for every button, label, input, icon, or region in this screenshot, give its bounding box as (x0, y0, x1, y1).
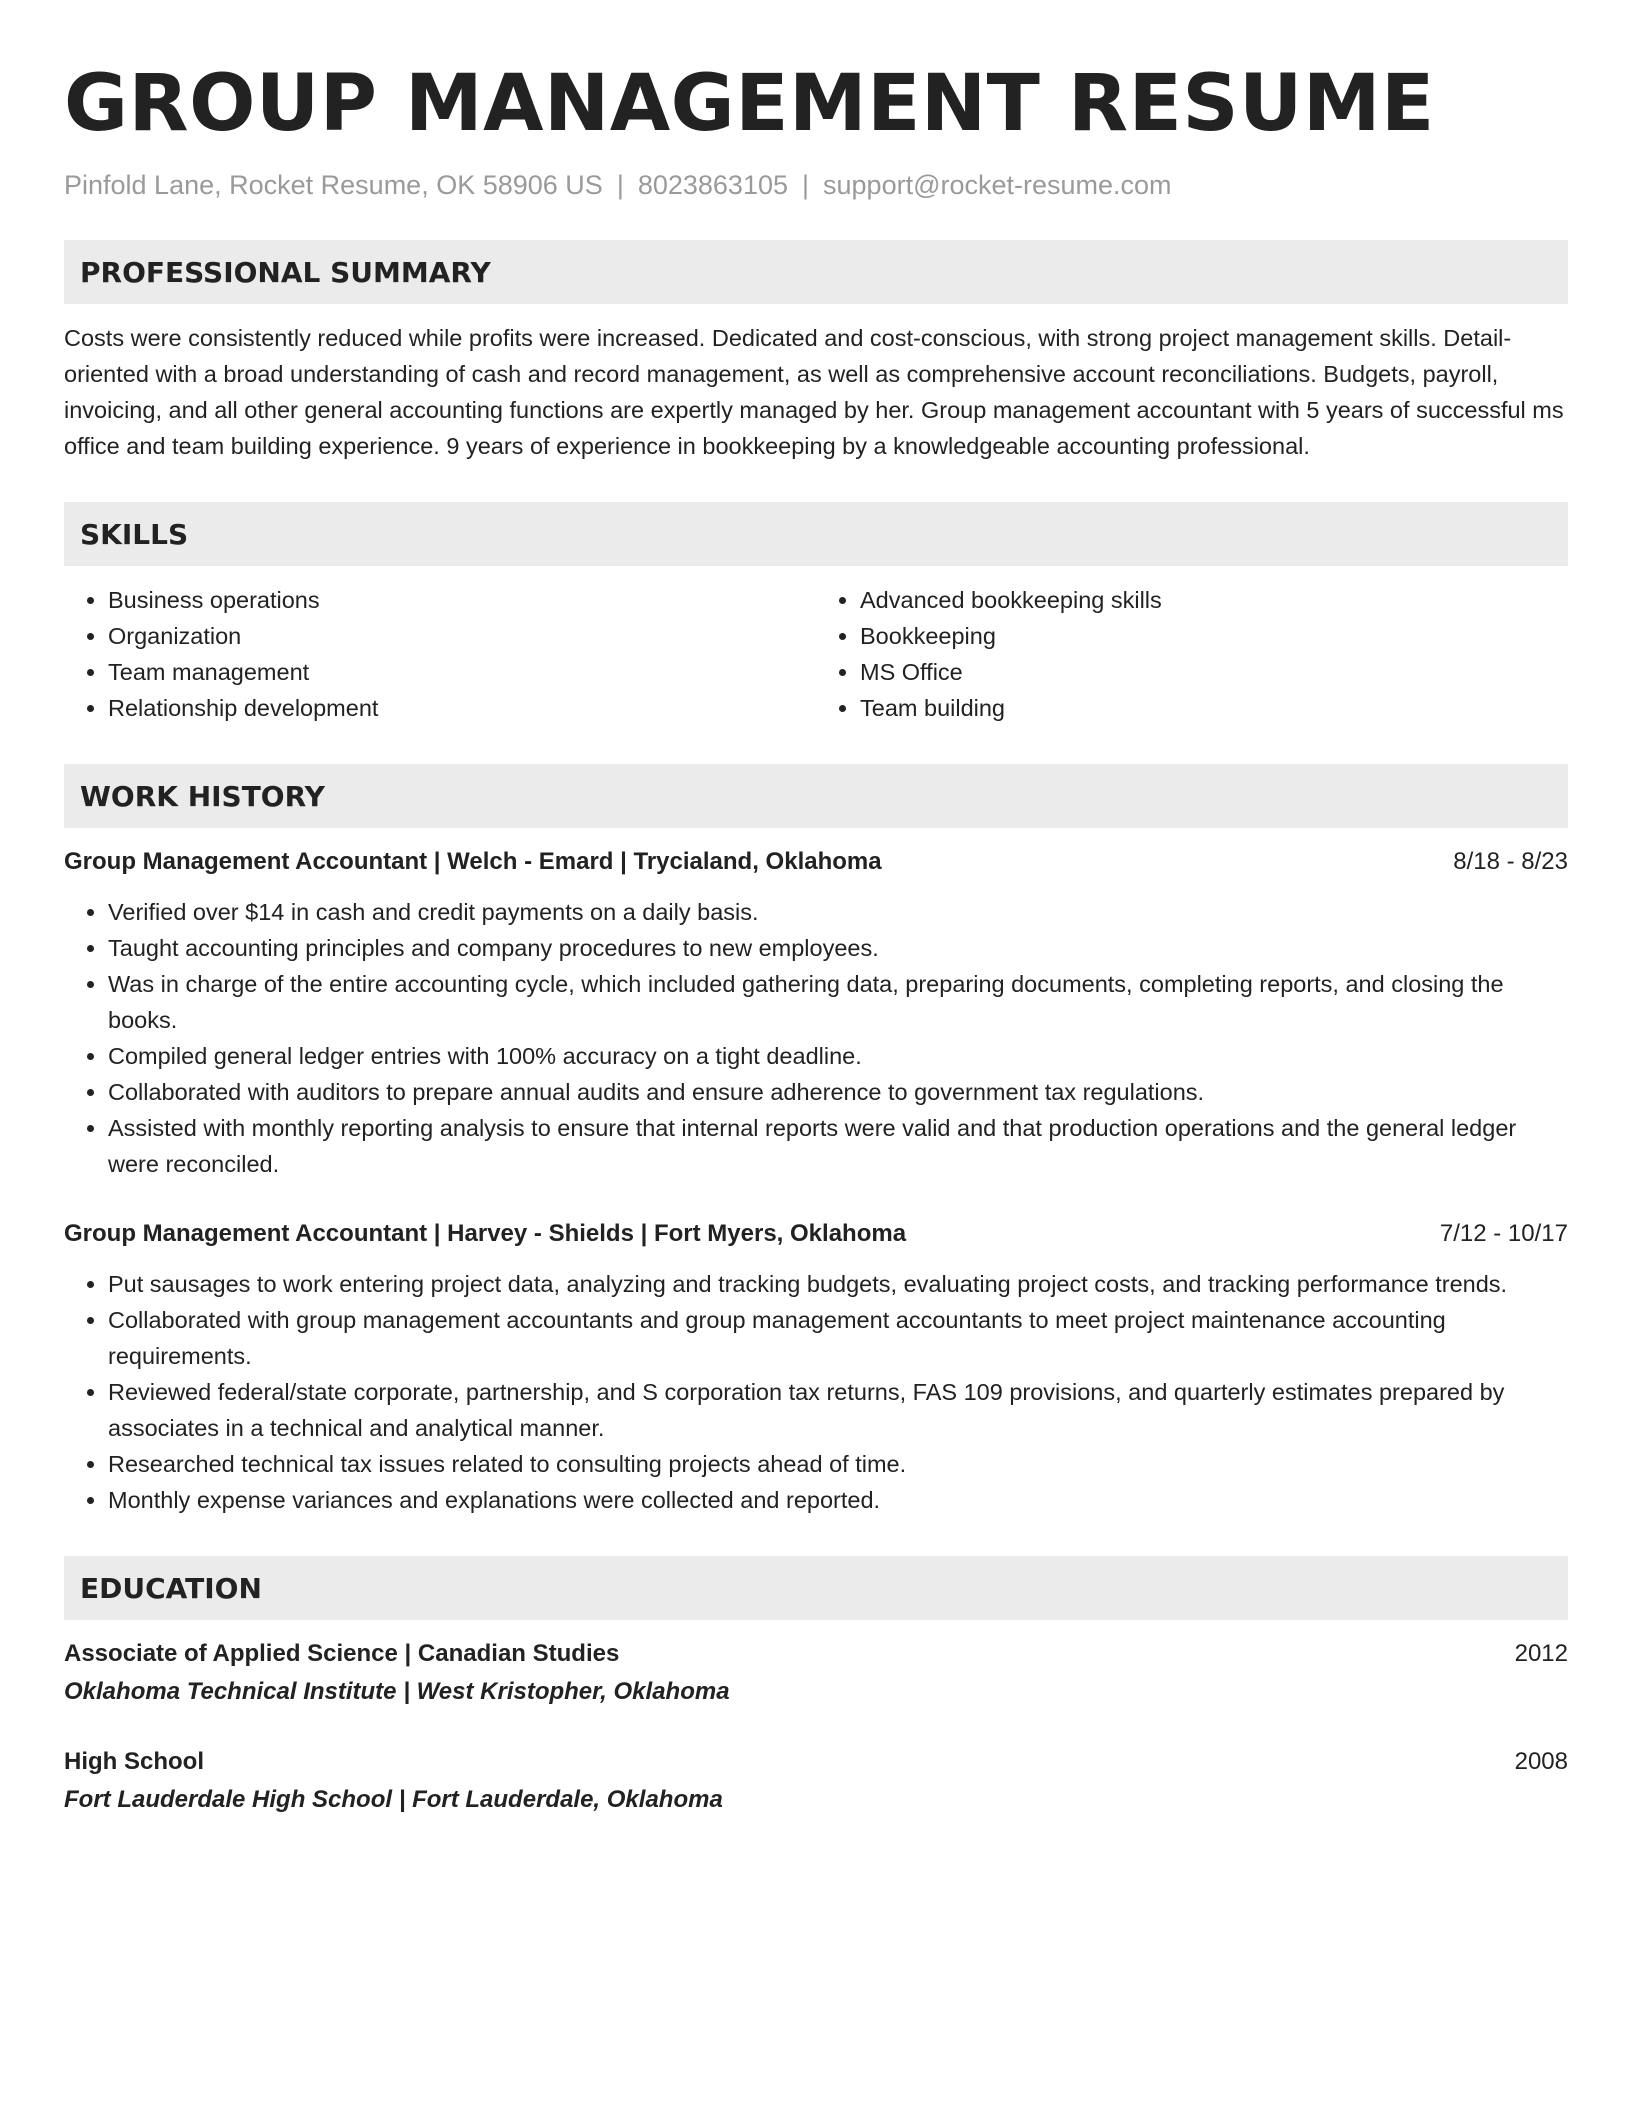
job-header (64, 1216, 1568, 1252)
job-entry (64, 844, 1568, 1182)
contact-email: support@rocket-resume.com (823, 170, 1172, 200)
education-degree: Associate of Applied Science | Canadian Studies (64, 1640, 620, 1667)
job-bullet: • Put sausages to work entering project data, analyzing and tracking budgets, evaluating project costs, and tracking performance trends. (108, 1266, 1568, 1302)
education-entry (64, 1744, 1568, 1818)
skill-item: • Organization (108, 618, 816, 654)
job-bullet: • Monthly expense variances and explanations were collected and reported. (108, 1482, 1568, 1518)
job-bullets (64, 894, 1568, 1182)
skills-list (64, 582, 1568, 726)
summary-text: Costs were consistently reduced while profits were increased. Dedicated and cost-conscious, with strong project management skills. Detail-oriented with a broad understanding of cash and record management, as well as comprehensive account reconciliations. Budgets, payroll, invoicing, and all other general accounting functions are expertly managed by her. Group management accountant with 5 years of successful ms office and team building experience. 9 years of experience in bookkeeping by a knowledgeable accounting professional. (64, 325, 1564, 459)
job-bullet: • Assisted with monthly reporting analysis to ensure that internal reports were valid and that production operations and the general ledger were reconciled. (108, 1110, 1568, 1182)
skills-column-left (64, 582, 816, 726)
education-year: 2008 (1514, 1748, 1568, 1775)
skills-column-right (816, 582, 1568, 726)
skill-item: • Advanced bookkeeping skills (860, 582, 1568, 618)
section-header-work-history: WORK HISTORY (64, 764, 1568, 828)
job-bullet: • Verified over $14 in cash and credit payments on a daily basis. (108, 894, 1568, 930)
contact-address: Pinfold Lane, Rocket Resume, OK 58906 US (64, 170, 603, 200)
contact-separator: | (802, 170, 810, 200)
job-bullet: • Compiled general ledger entries with 100% accuracy on a tight deadline. (108, 1038, 1568, 1074)
section-header-skills: SKILLS (64, 502, 1568, 566)
skill-item: • Team building (860, 690, 1568, 726)
section-header-education: EDUCATION (64, 1556, 1568, 1620)
education-entry (64, 1636, 1568, 1710)
job-bullet: • Was in charge of the entire accounting cycle, which included gathering data, preparing documents, completing reports, and closing the books. (108, 966, 1568, 1038)
education-header (64, 1744, 1568, 1780)
education-year: 2012 (1514, 1640, 1568, 1667)
section-header-summary: PROFESSIONAL SUMMARY (64, 240, 1568, 304)
skill-item: • Business operations (108, 582, 816, 618)
job-header (64, 844, 1568, 880)
resume-title: GROUP MANAGEMENT RESUME (64, 59, 1435, 149)
job-bullet: • Taught accounting principles and company procedures to new employees. (108, 930, 1568, 966)
skill-item: • Team management (108, 654, 816, 690)
skill-item: • MS Office (860, 654, 1568, 690)
education-school: Fort Lauderdale High School | Fort Lauderdale, Oklahoma (64, 1786, 723, 1813)
education-header (64, 1636, 1568, 1672)
job-title: Group Management Accountant | Welch - Emard | Trycialand, Oklahoma (64, 848, 882, 875)
job-bullets (64, 1266, 1568, 1518)
job-dates: 8/18 - 8/23 (1453, 848, 1568, 875)
contact-separator: | (616, 170, 624, 200)
skill-item: • Relationship development (108, 690, 816, 726)
skill-item: • Bookkeeping (860, 618, 1568, 654)
resume-page (64, 56, 1568, 1818)
contact-line (64, 168, 1568, 202)
job-dates: 7/12 - 10/17 (1439, 1220, 1568, 1247)
contact-phone: 8023863105 (637, 170, 788, 200)
job-title: Group Management Accountant | Harvey - Shields | Fort Myers, Oklahoma (64, 1220, 907, 1247)
education-school: Oklahoma Technical Institute | West Kristopher, Oklahoma (64, 1678, 730, 1705)
job-bullet: • Reviewed federal/state corporate, partnership, and S corporation tax returns, FAS 109 provisions, and quarterly estimates prepared by associates in a technical and analytical manner. (108, 1374, 1568, 1446)
job-entry (64, 1216, 1568, 1518)
job-bullet: • Collaborated with group management accountants and group management accountants to meet project maintenance accounting requirements. (108, 1302, 1568, 1374)
education-degree: High School (64, 1748, 204, 1775)
job-bullet: • Collaborated with auditors to prepare annual audits and ensure adherence to government tax regulations. (108, 1074, 1568, 1110)
job-bullet: • Researched technical tax issues related to consulting projects ahead of time. (108, 1446, 1568, 1482)
